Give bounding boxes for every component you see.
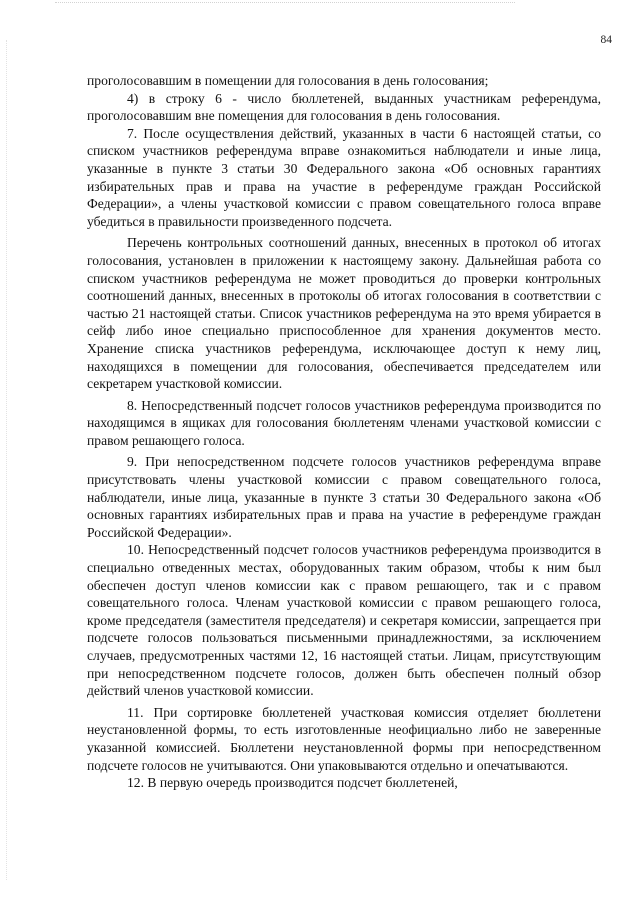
paragraph-11: 11. При сортировке бюллетеней участковая комиссия отделяет бюллетени неустановленной формы, то есть изготовленные неофициально либо не заверенные указанной комиссией. Бюллетени неустановленной формы при непосредственном подсчете голосов не учитываются. Они упаковываются отдельно и опечатываются.: [87, 704, 601, 773]
paragraph-9: 9. При непосредственном подсчете голосов участников референдума вправе присутствовать члены участковой комиссии с правом совещательного голоса, наблюдатели, иные лица, указанные в пункте 3 статьи 30 Федерального закона «Об основных гарантиях избирательных прав и права на участие в референдуме граждан Российской Федерации».: [87, 454, 601, 540]
page-number: 84: [600, 34, 612, 46]
scan-artifact-left: [6, 40, 8, 880]
paragraph-control-ratios: Перечень контрольных соотношений данных, внесенных в протокол об итогах голосования, установлен в приложении к настоящему закону. Дальнейшая работа со списком участников референдума не может проводиться до проверки контрольных соотношений данных, внесенных в протоколы об итогах голосования в соответствии с частью 21 настоящей статьи. Список участников референдума на это время убирается в сейф либо иное специально приспособленное для хранения документов место. Хранение списка участников референдума, исключающее доступ к нему лиц, находящихся в помещении для голосования, обеспечивается председателем или секретарем участковой комиссии.: [87, 235, 601, 392]
paragraph-item-4: 4) в строку 6 - число бюллетеней, выданных участникам референдума, проголосовавшим вне помещения для голосования в день голосования.: [87, 90, 601, 124]
paragraph-continuation: проголосовавшим в помещении для голосования в день голосования;: [87, 73, 489, 88]
paragraph-7: 7. После осуществления действий, указанных в части 6 настоящей статьи, со списком участников референдума вправе ознакомиться наблюдатели и иные лица, указанные в пункте 3 статьи 30 Федерального закона «Об основных гарантиях избирательных прав и права на участие в референдуме граждан Российской Федерации», а члены участковой комиссии с правом совещательного голоса вправе убедиться в правильности произведенного подсчета.: [87, 125, 601, 229]
paragraph-8: 8. Непосредственный подсчет голосов участников референдума производится по находящимся в ящиках для голосования бюллетеням членами участковой комиссии с правом решающего голоса.: [87, 397, 601, 448]
paragraph-12: 12. В первую очередь производится подсчет бюллетеней,: [127, 775, 458, 791]
scan-artifact-top: [55, 2, 515, 6]
paragraph-10: 10. Непосредственный подсчет голосов участников референдума производится в специально отведенных местах, оборудованных таким образом, чтобы к ним был обеспечен доступ членов комиссии как с правом решающего, так и с правом совещательного голоса. Членам участковой комиссии с правом решающего голоса, кроме председателя (заместителя председателя) и секретаря комиссии, запрещается при подсчете голосов пользоваться письменными принадлежностями, за исключением случаев, предусмотренных частями 12, 16 настоящей статьи. Лицам, присутствующим при непосредственном подсчете голосов, должен быть обеспечен полный обзор действий членов участковой комиссии.: [87, 542, 601, 699]
document-body: [87, 72, 601, 792]
